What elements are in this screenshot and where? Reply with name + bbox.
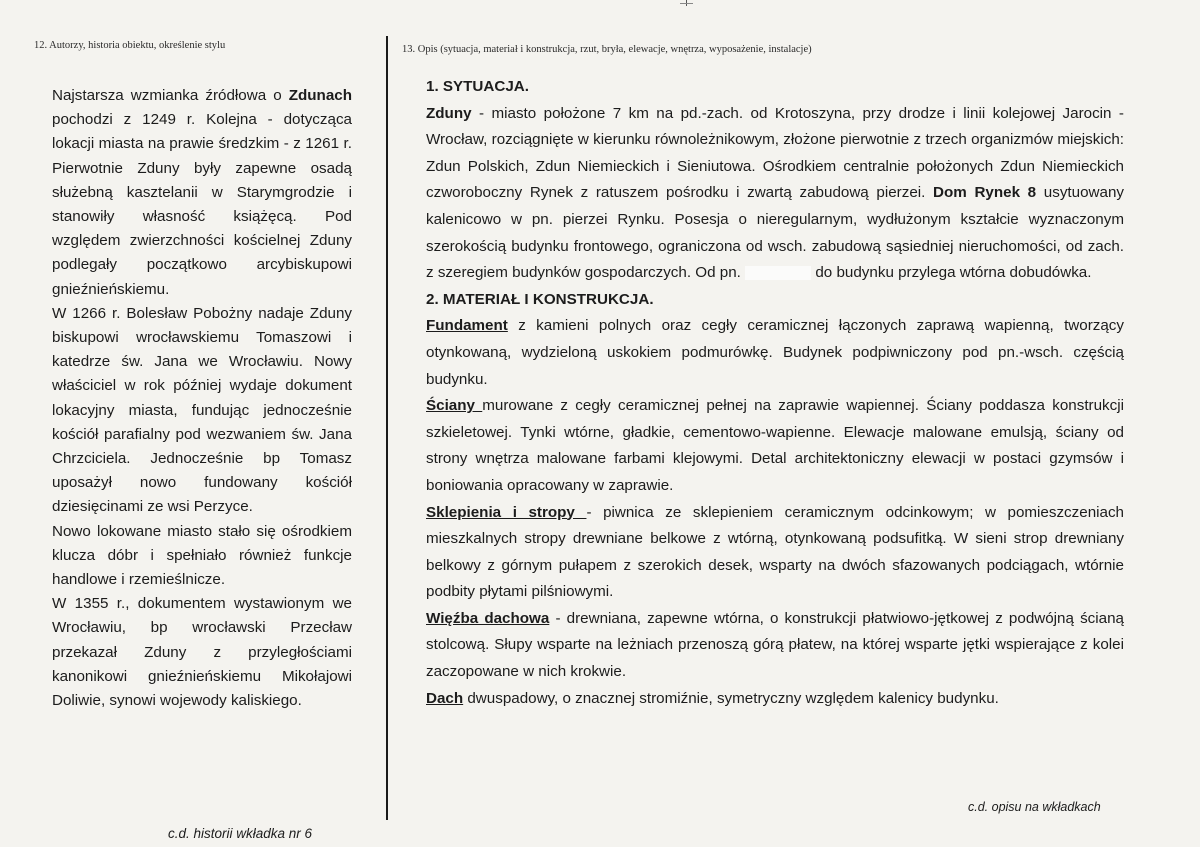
roof-truss-label: Więźba dachowa xyxy=(426,609,550,627)
column-divider xyxy=(386,36,388,820)
situation-text: usytuowany kalenicowo w pn. pierzei Rynku. Posesja o nieregularnym, wydłużonym kształcie wyznaczonym szerokością budynku frontowego, ograniczona od wsch. zabudową sąsiedniej nieruchomości, od zach. z szeregiem budynków gospodarczych. Od pn. xyxy=(426,184,1124,282)
town-name: Zduny xyxy=(426,104,472,122)
situation-text: do budynku przylega wtórna dobudówka. xyxy=(815,264,1092,282)
foundation-label: Fundament xyxy=(426,317,508,335)
foundation-text: z kamieni polnych oraz cegły ceramicznej łączonych zaprawą wapienną, tworzący otynkowaną, wydzieloną uskokiem podmurówkę. Budynek podpiwniczony pod pn.-wsch. częścią budynku. xyxy=(426,317,1124,388)
history-text: Najstarsza wzmianka źródłowa o xyxy=(52,87,289,104)
situation-text: - miasto położone 7 km na pd.-zach. od Krotoszyna, przy drodze i linii kolejowej Jarocin - Wrocław, rozciągnięte w kierunku równoleżnikowym, złożone pierwotnie z trzech organizmów miejskich: Zdun Polskich, Zdun Niemieckich i Sieniutowa. Ośrodkiem centralnie położonych Zdun Niemieckich czworoboczny Rynek z ratuszem pośrodku i zwartą zabudową pierzei. xyxy=(426,104,1124,202)
roof-truss-text: - drewniana, zapewne wtórna, o konstrukcji płatwiowo-jętkowej z podwójną ścianą stolcową. Słupy wsparte na leżniach przenoszą górą płatew, na której wsparte jętki wspierające z kolei zaczopowane w nich krokwie. xyxy=(426,609,1124,681)
roof-truss-paragraph xyxy=(426,606,1124,686)
redacted-gap xyxy=(745,266,811,280)
material-heading: 2. MATERIAŁ I KONSTRUKCJA. xyxy=(426,290,654,308)
situation-heading: 1. SYTUACJA. xyxy=(426,78,529,95)
description-column xyxy=(426,74,1124,712)
history-paragraph-1 xyxy=(52,84,352,302)
roof-text: dwuspadowy, o znacznej stromiźnie, symetryczny względem kalenicy budynku. xyxy=(463,689,999,707)
section-12-header: 12. Autorzy, historia obiektu, określenie stylu xyxy=(34,40,226,51)
walls-label: Ściany xyxy=(426,397,483,415)
history-paragraph-4: W 1355 r., dokumentem wystawionym we Wrocławiu, bp wrocławski Przecław przekazał Zduny z przyległościami kanonikowi gnieźnieńskiemu Mikołajowi Doliwie, synowi wojewody kaliskiego. xyxy=(52,595,352,710)
history-text: pochodzi z 1249 r. Kolejna - dotycząca lokacji miasta na prawie średzkim - z 1261 r. Pierwotnie Zduny były zapewne osadą służebną kasztelanii w Starymgrodzie i stanowiły własność książęcą. Pod względem zwierzchności kościelnej Zduny podlegały początkowo arcybiskupowi gnieźnieńskiemu. xyxy=(52,111,352,298)
vaults-paragraph xyxy=(426,500,1124,606)
walls-paragraph xyxy=(426,393,1124,499)
history-paragraph-3: Nowo lokowane miasto stało się ośrodkiem klucza dóbr i spełniało również funkcje handlowe i rzemieślnicze. xyxy=(52,522,352,589)
building-name: Dom Rynek 8 xyxy=(933,184,1037,202)
history-town-name: Zdunach xyxy=(288,87,352,104)
roof-label: Dach xyxy=(426,689,464,707)
walls-text: murowane z cegły ceramicznej pełnej na zaprawie wapiennej. Ściany poddasza konstrukcji szkieletowej. Tynki wtórne, gładkie, cementowo-wapienne. Elewacje malowane emulsją, ściany od strony wnętrza malowane farbami klejowymi. Detal architektoniczny elewacji w postaci gzymsów i boniowania opracowany w zaprawie. xyxy=(426,397,1124,494)
registration-mark-cross xyxy=(680,3,693,4)
vaults-text: - piwnica ze sklepieniem ceramicznym odcinkowym; w pomieszczeniach mieszkalnych stropy drewniane belkowe z wtórną, otynkowaną podsufitką. W sieni strop drewniany belkowy z górnym pułapem z szerokich desek, wsparty na dwóch sfazowanych podciągach, wtórnie podbity płytami pilśniowymi. xyxy=(426,503,1124,601)
section-13-header: 13. Opis (sytuacja, materiał i konstrukcja, rzut, bryła, elewacje, wnętrza, wyposażenie, instalacje) xyxy=(402,44,812,55)
history-column xyxy=(52,84,352,713)
foundation-paragraph xyxy=(426,313,1124,393)
roof-paragraph xyxy=(426,686,1124,713)
vaults-label: Sklepienia i stropy xyxy=(426,503,587,521)
situation-paragraph xyxy=(426,101,1124,287)
description-continuation-note: c.d. opisu na wkładkach xyxy=(968,800,1101,814)
history-paragraph-2: W 1266 r. Bolesław Pobożny nadaje Zduny biskupowi wrocławskiemu Tomaszowi i katedrze św. Jana we Wrocławiu. Nowy właściciel w rok później wydaje dokument lokacyjny miasta, fundując jednocześnie kościół parafialny pod wezwaniem św. Jana Chrzciciela. Jednocześnie bp Tomasz uposażył nowo fundowany kościół dziesięcinami ze wsi Perzyce. xyxy=(52,304,352,516)
history-continuation-note: c.d. historii wkładka nr 6 xyxy=(168,826,313,841)
